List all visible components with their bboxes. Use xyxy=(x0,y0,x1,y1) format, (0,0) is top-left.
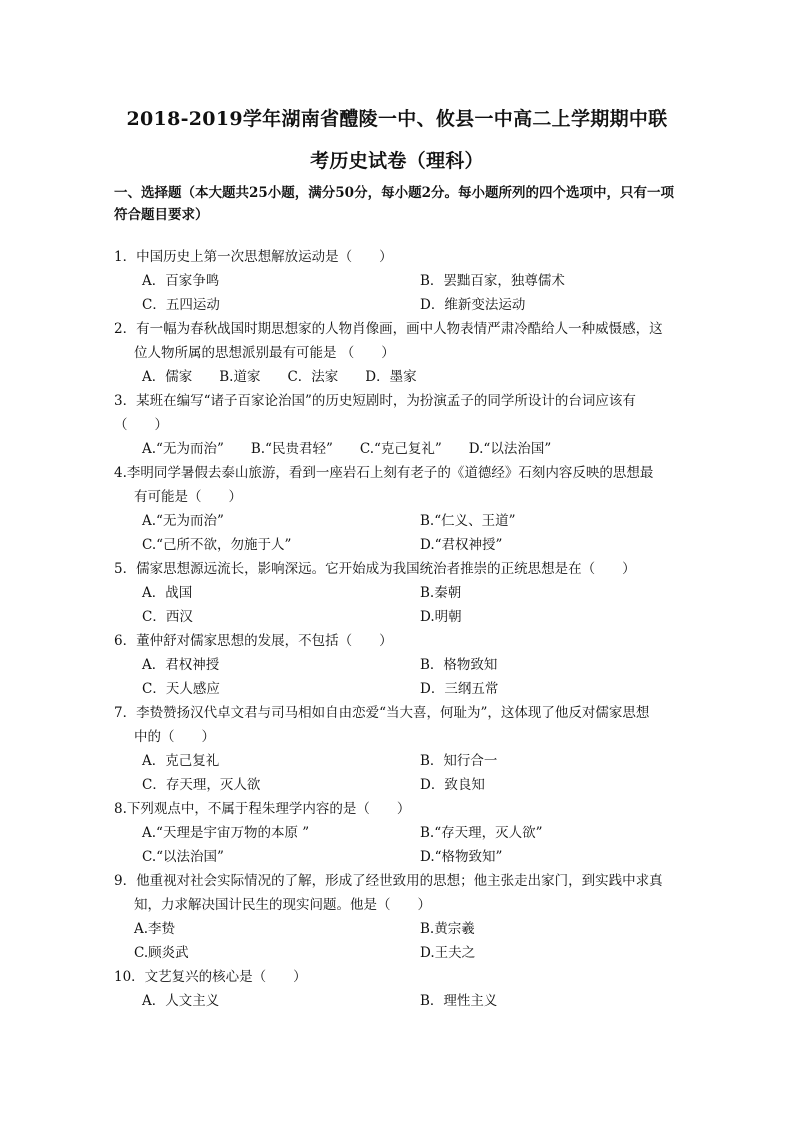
question-6-option-a: A．君权神授 xyxy=(142,657,220,673)
question-6-option-c: C．天人感应 xyxy=(142,681,220,697)
question-4-option-c: C.“己所不欲，勿施于人” xyxy=(142,537,292,553)
question-3-stem: 3．某班在编写“诸子百家论治国”的历史短剧时，为扮演孟子的同学所设计的台词应该有 xyxy=(114,393,636,409)
question-10-stem: 10．文艺复兴的核心是（ ） xyxy=(114,969,307,985)
question-9-stem: 9．他重视对社会实际情况的了解，形成了经世致用的思想；他主张走出家门，到实践中求真 xyxy=(114,873,663,889)
question-10-option-a: A．人文主义 xyxy=(142,993,220,1009)
question-8-option-c: C.“以法治国” xyxy=(142,849,224,865)
question-7-option-c: C．存天理，灭人欲 xyxy=(142,777,261,793)
question-1-option-a: A．百家争鸣 xyxy=(142,273,220,289)
question-6-option-d: D．三纲五常 xyxy=(420,681,499,697)
question-9-option-d: D.王夫之 xyxy=(420,945,476,961)
question-2-options: A．儒家 B.道家 C．法家 D．墨家 xyxy=(142,369,417,385)
question-5-option-c: C．西汉 xyxy=(142,609,193,625)
question-4-stem-cont: 有可能是（ ） xyxy=(134,489,242,505)
question-8-stem: 8.下列观点中，不属于程朱理学内容的是（ ） xyxy=(114,801,411,817)
question-4-stem: 4.李明同学暑假去泰山旅游，看到一座岩石上刻有老子的《道德经》石刻内容反映的思想最 xyxy=(114,465,654,481)
section-heading: 一、选择题（本大题共25小题，满分50分，每小题2分。每小题所列的四个选项中，只有一项符合题目要求） xyxy=(114,185,674,223)
question-2-stem: 2．有一幅为春秋战国时期思想家的人物肖像画，画中人物表情严肃冷酷给人一种威慑感，这 xyxy=(114,321,663,337)
question-5-option-d: D.明朝 xyxy=(420,609,462,625)
question-6-option-b: B．格物致知 xyxy=(420,657,498,673)
question-9-option-a: A.李贽 xyxy=(134,921,176,937)
question-7-option-d: D．致良知 xyxy=(420,777,485,793)
question-5-stem: 5．儒家思想源远流长，影响深远。它开始成为我国统治者推崇的正统思想是在（ ） xyxy=(114,561,636,577)
question-4-option-a: A.“无为而治” xyxy=(142,513,224,529)
question-7-option-b: B．知行合一 xyxy=(420,753,498,769)
question-3-stem-cont: （ ） xyxy=(114,417,168,433)
question-5-option-a: A．战国 xyxy=(142,585,193,601)
question-3-options: A.“无为而治” B.“民贵君轻” C.“克己复礼” D.“以法治国” xyxy=(142,441,552,457)
question-8-option-d: D.“格物致知” xyxy=(420,849,503,865)
question-1-option-d: D．维新变法运动 xyxy=(420,297,526,313)
question-7-stem: 7．李贽赞扬汉代卓文君与司马相如自由恋爱“当大喜，何耻为”，这体现了他反对儒家思想 xyxy=(114,705,650,721)
question-1-option-b: B．罢黜百家，独尊儒术 xyxy=(420,273,565,289)
question-5-option-b: B.秦朝 xyxy=(420,585,462,601)
question-8-option-a: A.“天理是宇宙万物的本原 ” xyxy=(142,825,310,841)
question-9-stem-cont: 知，力求解决国计民生的现实问题。他是（ ） xyxy=(134,897,431,913)
question-7-stem-cont: 中的（ ） xyxy=(134,729,215,745)
question-10-option-b: B．理性主义 xyxy=(420,993,498,1009)
question-6-stem: 6．董仲舒对儒家思想的发展，不包括（ ） xyxy=(114,633,393,649)
exam-title-line-1: 2018-2019学年湖南省醴陵一中、攸县一中高二上学期期中联 xyxy=(126,108,668,130)
exam-title-line-2: 考历史试卷（理科） xyxy=(310,150,484,172)
question-9-option-c: C.顾炎武 xyxy=(134,945,189,961)
question-4-option-b: B.“仁义、王道” xyxy=(420,513,516,529)
question-1-stem: 1．中国历史上第一次思想解放运动是（ ） xyxy=(114,249,393,265)
question-9-option-b: B.黄宗羲 xyxy=(420,921,475,937)
question-1-option-c: C．五四运动 xyxy=(142,297,220,313)
question-7-option-a: A．克己复礼 xyxy=(142,753,220,769)
question-2-stem-cont: 位人物所属的思想派别最有可能是 （ ） xyxy=(134,345,395,361)
question-8-option-b: B.“存天理，灭人欲” xyxy=(420,825,543,841)
question-4-option-d: D.“君权神授” xyxy=(420,537,503,553)
